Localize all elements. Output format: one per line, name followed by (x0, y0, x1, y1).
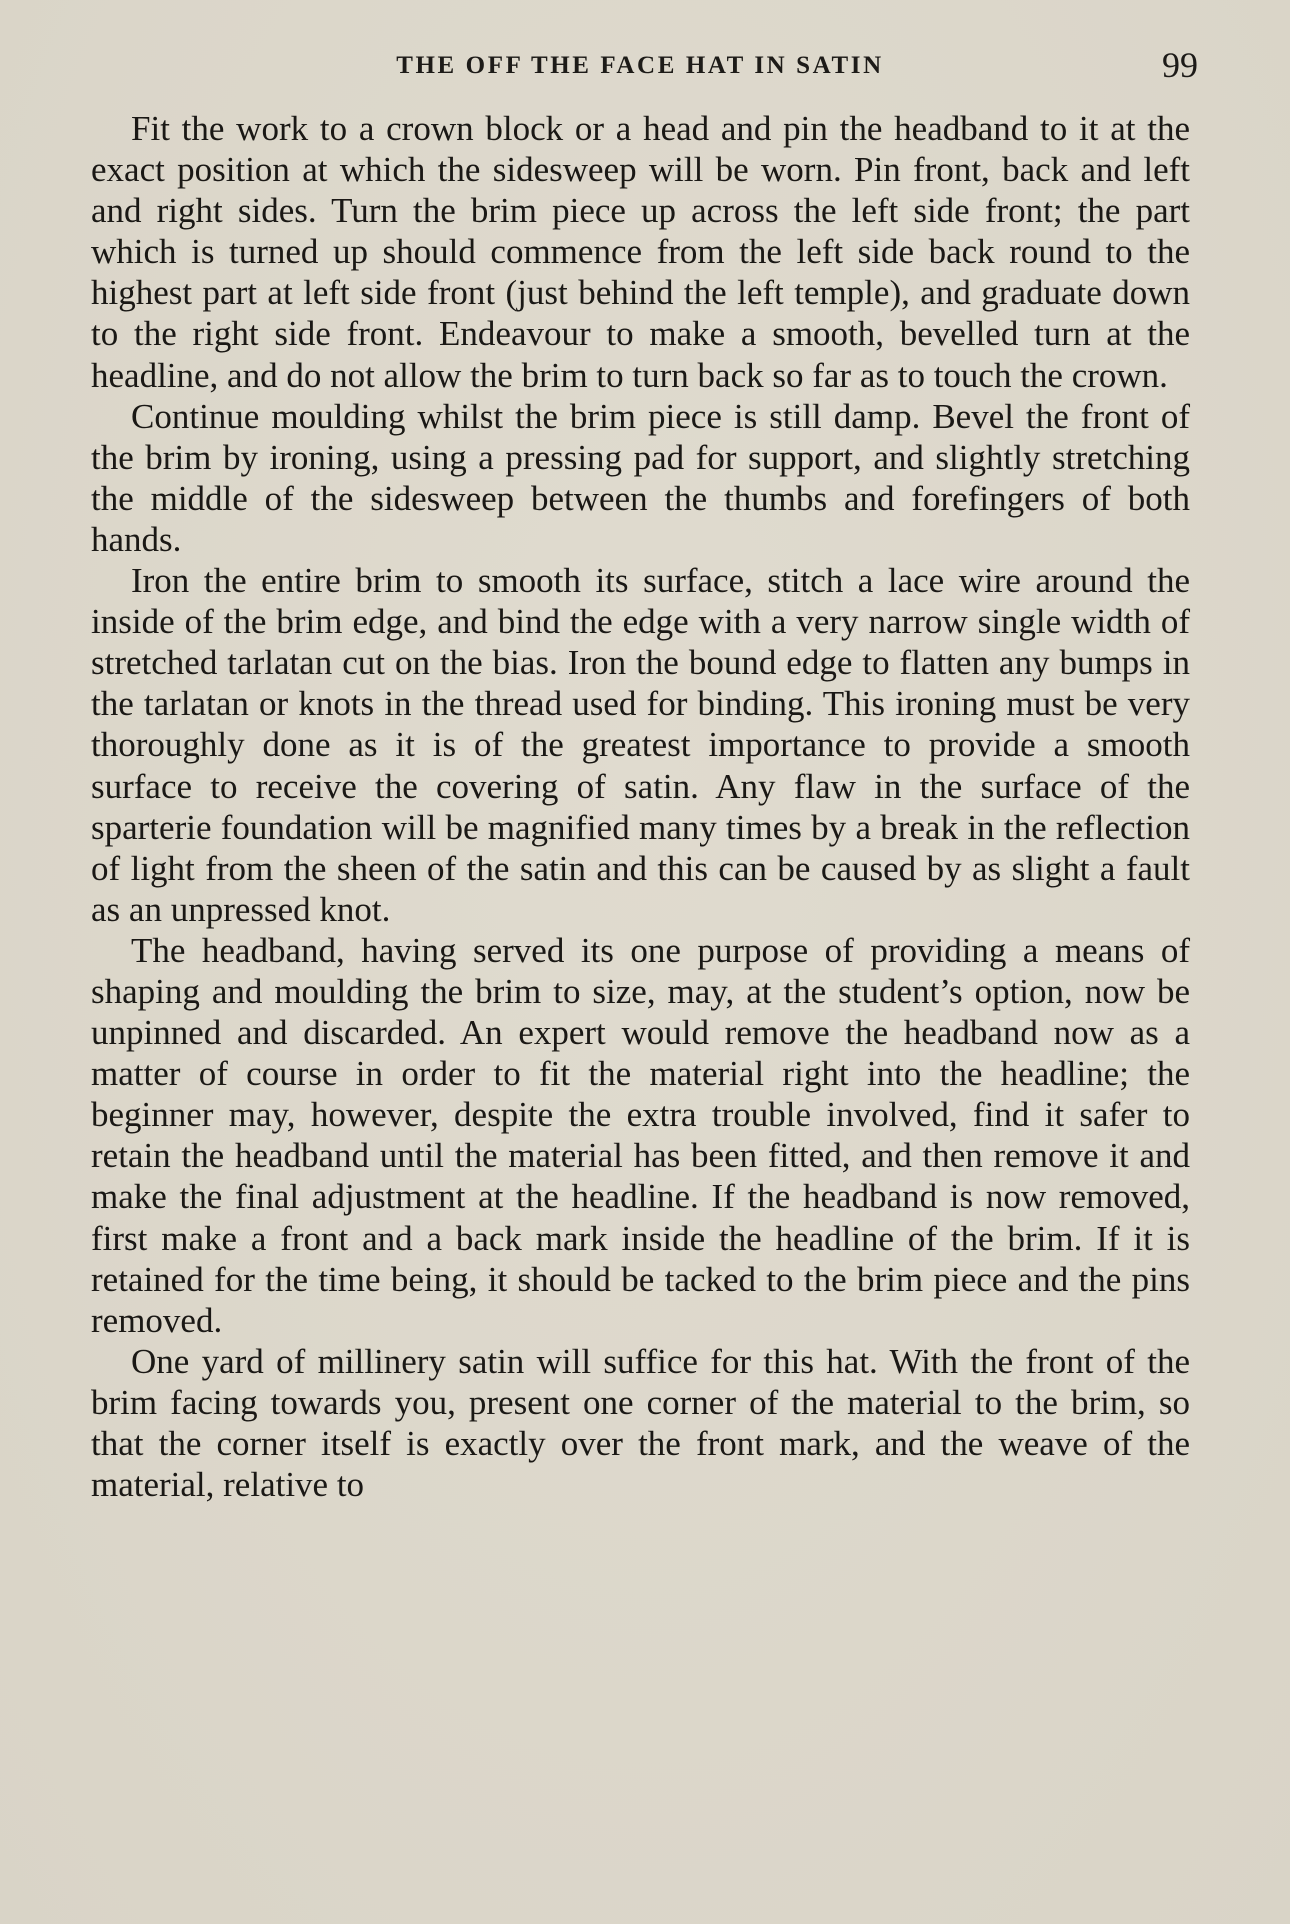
paragraph: Iron the entire brim to smooth its surface, stitch a lace wire around the inside of the brim edge, and bind the edge with a very narrow single width of stretched tarlatan cut on the bias. Iron the bound edge to flatten any bumps in the tarlatan or knots in the thread used for binding. This ironing must be very thoroughly done as it is of the greatest importance to provide a smooth surface to receive the covering of satin. Any flaw in the surface of the sparterie foundation will be magnified many times by a break in the reflection of light from the sheen of the satin and this can be caused by as slight a fault as an unpressed knot. (91, 561, 1190, 929)
paragraph: One yard of millinery satin will suffice for this hat. With the front of the brim facing towards you, present one corner of the material to the brim, so that the corner itself is exactly over the front mark, and the weave of the material, relative to (91, 1341, 1190, 1505)
paragraph: Fit the work to a crown block or a head and pin the headband to it at the exact position at which the sidesweep will be worn. Pin front, back and left and right sides. Turn the brim piece up across the left side front; the part which is turned up should commence from the left side back round to the highest part at left side front (just behind the left temple), and graduate down to the right side front. Endeavour to make a smooth, bevelled turn at the headline, and do not allow the brim to turn back so far as to touch the crown. (91, 109, 1190, 395)
body-text (91, 108, 1190, 1505)
running-head (90, 44, 1198, 94)
page-number: 99 (1162, 45, 1198, 85)
paragraph: The headband, having served its one purpose of providing a means of shaping and moulding the brim to size, may, at the student’s option, now be unpinned and discarded. An expert would remove the headband now as a matter of course in order to fit the material right into the headline; the beginner may, however, despite the extra trouble involved, find it safer to retain the headband until the material has been fitted, and then remove it and make the final adjustment at the headline. If the headband is now removed, first make a front and a back mark inside the headline of the brim. If it is retained for the time being, it should be tacked to the brim piece and the pins removed. (91, 930, 1190, 1340)
paragraph: Continue moulding whilst the brim piece is still damp. Bevel the front of the brim by ironing, using a pressing pad for support, and slightly stretching the middle of the sidesweep between the thumbs and forefingers of both hands. (91, 396, 1190, 559)
running-title: THE OFF THE FACE HAT IN SATIN (396, 52, 884, 79)
